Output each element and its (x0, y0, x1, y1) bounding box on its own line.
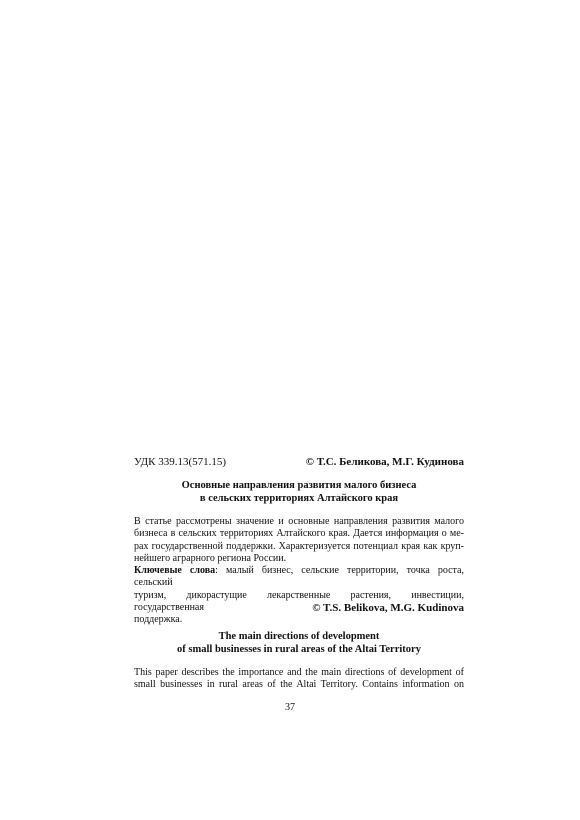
page-number: 37 (285, 702, 295, 713)
authors-ru: © Т.С. Беликова, М.Г. Кудинова (305, 456, 464, 468)
authors-en: © T.S. Belikova, M.G. Kudinova (312, 602, 464, 614)
abstract-ru-line-1: В статье рассмотрены значение и основные направления развития малого (134, 516, 464, 527)
abstract-en-line-2: small businesses in rural areas of the Altai Territory. Contains information on (134, 679, 464, 691)
keywords-label: Ключевые слова (134, 565, 216, 577)
abstract-en (134, 667, 464, 692)
header-row (134, 455, 464, 469)
abstract-ru-line-3: рах государственной поддержки. Характеризуется потенциал края как круп- (134, 540, 464, 552)
title-en-line-1: The main directions of development (218, 631, 380, 642)
keywords-ru-line-2: туризм, дикорастущие лекарственные растения, инвестиции, государственная (134, 589, 464, 614)
keywords-ru-text-1: : малый бизнес, сельские территории, точка роста, сельский (134, 565, 464, 589)
abstract-ru-line-2: бизнеса в сельских территориях Алтайского края. Дается информация о ме- (134, 528, 464, 540)
keywords-ru-line-1 (134, 565, 464, 590)
abstract-ru-line-4: нейшего аграрного региона России. (134, 552, 287, 564)
keywords-ru-line-3: поддержка. (134, 614, 183, 626)
title-ru-line-2: в сельских территориях Алтайского края (199, 493, 399, 504)
title-en (134, 630, 464, 656)
title-en-line-2: of small businesses in rural areas of the Altai Territory (177, 644, 421, 655)
udk-code: УДК 339.13(571.15) (134, 456, 227, 468)
title-ru-line-1: Основные направления развития малого бизнеса (181, 480, 417, 491)
abstract-en-line-1: This paper describes the importance and the main directions of development of (134, 667, 464, 678)
title-ru (134, 479, 464, 505)
